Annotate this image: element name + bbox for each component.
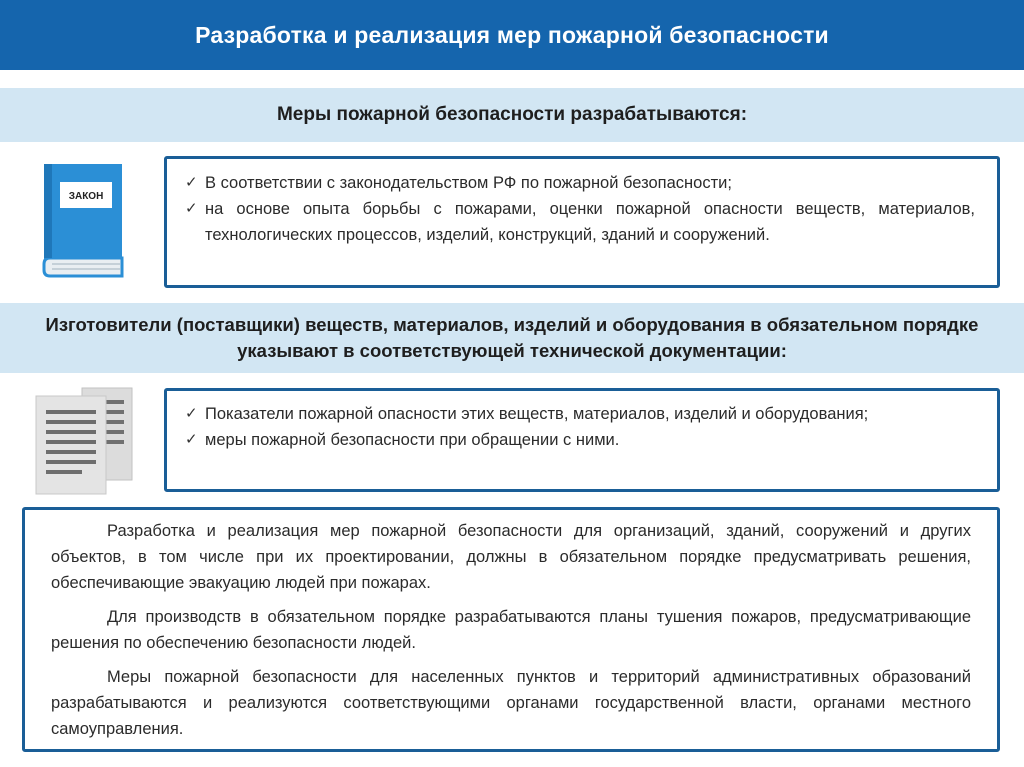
section1-heading-band <box>0 88 1024 142</box>
list-item: ✓ В соответствии с законодательством РФ по пожарной безопасности; <box>185 170 975 196</box>
check-icon: ✓ <box>185 431 198 448</box>
paragraph-evacuation: Разработка и реализация мер пожарной безопасности для организаций, зданий, сооружений и других объектов, в том числе при их проектировании, должны в обязательном порядке предусматривать решения, обеспечивающие эвакуацию людей при пожарах. <box>51 522 971 592</box>
paragraph-firefighting-plans: Для производств в обязательном порядке разрабатываются планы тушения пожаров, предусматривающие решения по обеспечению безопасности людей. <box>51 608 971 652</box>
list-item: ✓ меры пожарной безопасности при обращении с ними. <box>185 427 975 453</box>
section1-list <box>185 170 975 248</box>
section1-box <box>164 156 1000 288</box>
section2-list <box>185 401 975 453</box>
check-icon: ✓ <box>185 405 198 422</box>
section3-box <box>22 507 1000 752</box>
law-book-icon <box>38 160 128 280</box>
documents-icon <box>32 384 136 498</box>
list-item: ✓ Показатели пожарной опасности этих веществ, материалов, изделий и оборудования; <box>185 401 975 427</box>
section2-heading-band <box>0 303 1024 373</box>
section2-box <box>164 388 1000 492</box>
check-icon: ✓ <box>185 200 198 217</box>
check-icon: ✓ <box>185 174 198 191</box>
paragraph-settlements: Меры пожарной безопасности для населенных пунктов и территорий административных образований разрабатываются и реализуются соответствующими органами государственной власти, органами местного самоуправления. <box>51 668 971 738</box>
list-item: ✓ на основе опыта борьбы с пожарами, оценки пожарной опасности веществ, материалов, технологических процессов, изделий, конструкций, зданий и сооружений. <box>185 196 975 248</box>
page-title: Разработка и реализация мер пожарной безопасности <box>195 21 829 48</box>
section2-heading: Изготовители (поставщики) веществ, материалов, изделий и оборудования в обязательном порядке указывают в соответствующей технической документации: <box>45 314 979 361</box>
page-title-bar <box>0 0 1024 70</box>
book-label: ЗАКОН <box>68 191 104 202</box>
section1-heading: Меры пожарной безопасности разрабатываются: <box>276 104 748 125</box>
